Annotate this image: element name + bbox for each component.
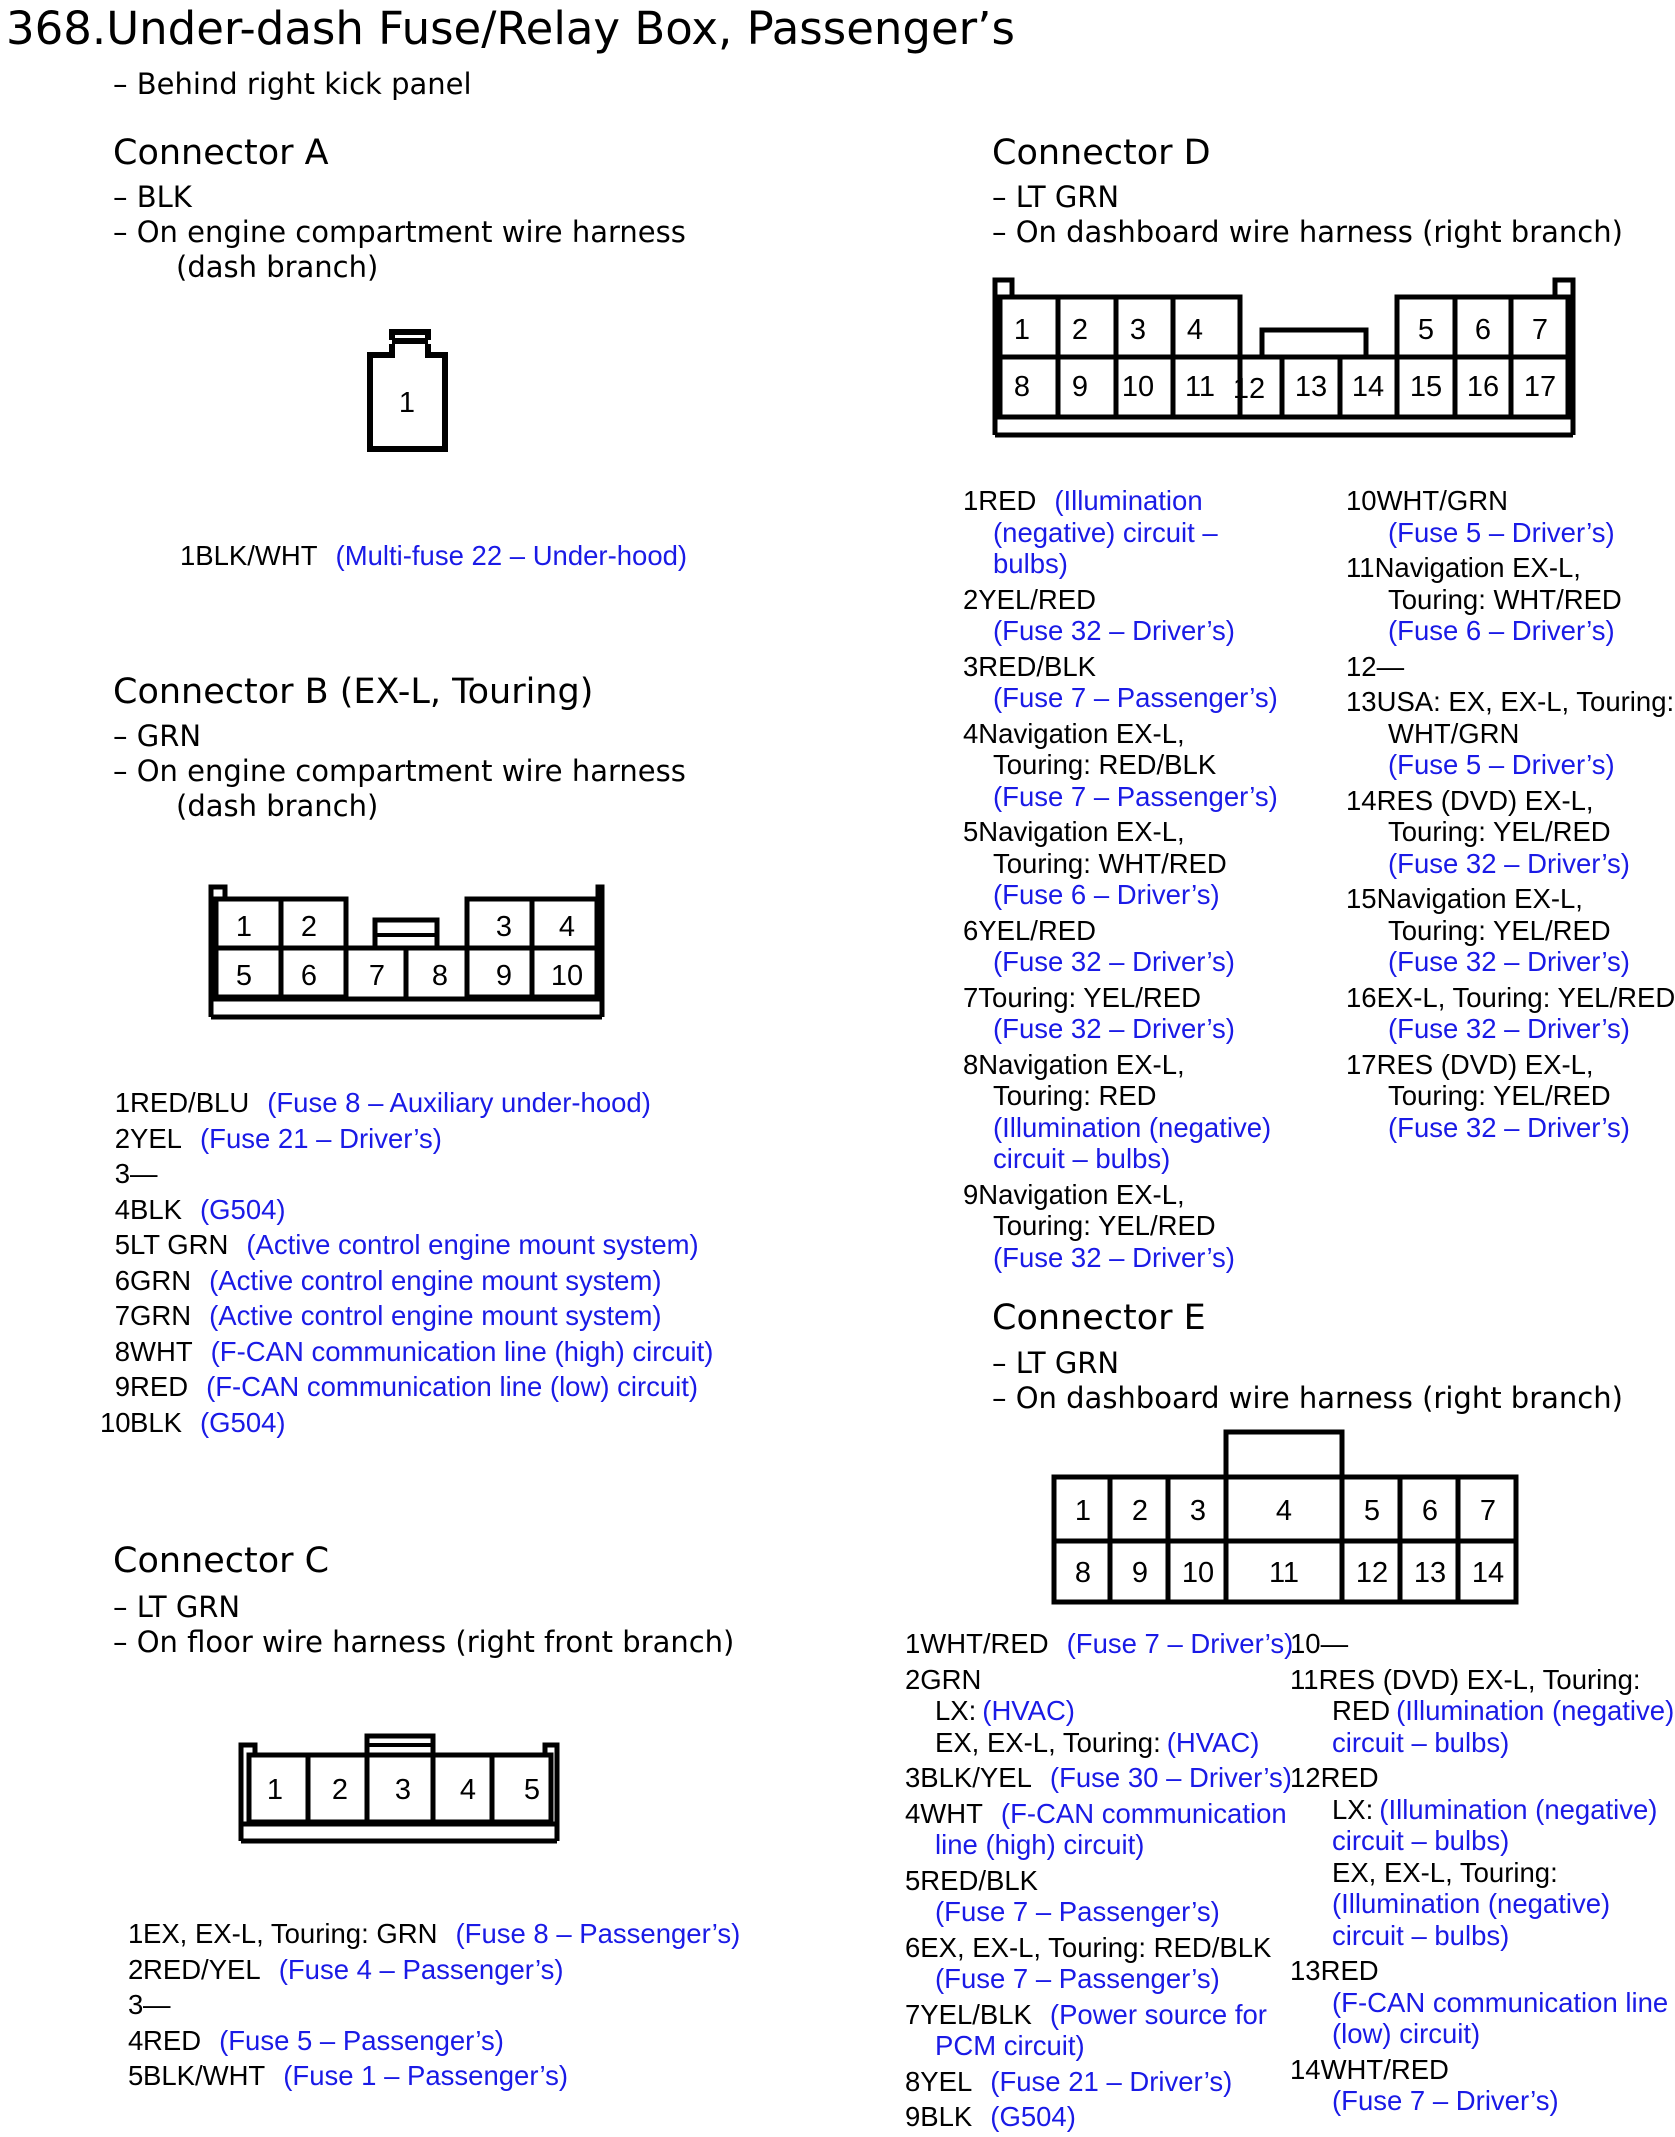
pin-number: 14 xyxy=(1290,2053,1321,2085)
connector-d-cell-label: 10 xyxy=(1121,371,1155,403)
pin-entry xyxy=(1290,1955,1675,2050)
pin-wire-color: GRN xyxy=(130,1264,192,1296)
pin-circuit-description: (HVAC) xyxy=(1166,1726,1260,1758)
pin-circuit-description: (Fuse 21 – Driver’s) xyxy=(199,1122,442,1154)
connector-e-color: – LT GRN xyxy=(992,1346,1120,1380)
pin-row xyxy=(100,1407,738,1443)
connector-e-cell-label: 9 xyxy=(1131,1557,1149,1589)
connector-d-cell-label: 3 xyxy=(1129,314,1147,346)
connector-d-cell-label: 14 xyxy=(1351,371,1385,403)
pin-row xyxy=(100,1158,738,1194)
pin-number: 9 xyxy=(114,1371,130,1402)
pin-circuit-description: (Illumination (negative) xyxy=(1396,1695,1675,1726)
pin-circuit-description: (Fuse 32 – Driver’s) xyxy=(993,1013,1235,1044)
pin-entry xyxy=(905,2066,1285,2098)
pin-entry xyxy=(963,1179,1343,1274)
pin-number: 6 xyxy=(905,1931,921,1963)
pin-circuit-description: (Fuse 6 – Driver’s) xyxy=(1388,615,1615,646)
pin-entry xyxy=(1290,1762,1675,1951)
pin-circuit-description: (Fuse 1 – Passenger’s) xyxy=(283,2060,569,2091)
pin-entry xyxy=(1346,1049,1675,1144)
connector-b-cell-label: 6 xyxy=(300,960,318,992)
pin-wire-color: Navigation EX-L, xyxy=(978,1048,1185,1080)
pin-row xyxy=(180,540,740,576)
pin-number: 2 xyxy=(128,1953,144,1985)
pin-number: 8 xyxy=(963,1048,979,1080)
connector-b-cell-label: 9 xyxy=(495,960,513,992)
pin-number: 7 xyxy=(114,1300,130,1331)
pin-wire-color: RES (DVD) EX-L, xyxy=(1376,784,1594,816)
pin-wire-color: WHT/RED xyxy=(920,1628,1049,1659)
connector-e-location: – On dashboard wire harness (right branch) xyxy=(992,1381,1623,1415)
pin-condition: LX: xyxy=(1332,1793,1374,1825)
pin-condition: EX, EX-L, Touring: xyxy=(1332,1856,1558,1888)
connector-e-pin-list-right xyxy=(1290,1628,1675,2121)
connector-c-pin-list xyxy=(130,1918,750,2096)
connector-d-cell-label: 2 xyxy=(1071,314,1089,346)
pin-wire-color: BLK xyxy=(920,2101,973,2132)
connector-e-cell-label: 5 xyxy=(1363,1495,1381,1527)
pin-wire-color: Navigation EX-L, xyxy=(978,816,1185,847)
connector-e-cell-label: 7 xyxy=(1479,1495,1497,1527)
pin-number: 11 xyxy=(1290,1663,1319,1695)
pin-circuit-description: (Fuse 7 – Passenger’s) xyxy=(993,780,1278,812)
pin-entry xyxy=(1290,2054,1675,2117)
pin-circuit-description: (Fuse 7 – Passenger’s) xyxy=(935,1963,1220,1994)
connector-d-cell-label: 4 xyxy=(1186,314,1204,346)
pin-wire-color: RED/BLK xyxy=(978,650,1096,682)
pin-number: 5 xyxy=(905,1864,921,1896)
connector-e-cell-label: 10 xyxy=(1181,1557,1215,1589)
pin-wire-color: BLK/WHT xyxy=(195,540,318,571)
connector-e-diagram xyxy=(1050,1428,1520,1608)
pin-wire-color: EX, EX-L, Touring: RED/BLK xyxy=(920,1931,1272,1963)
pin-wire-color: — xyxy=(130,1158,158,1189)
pin-circuit-description: (Fuse 21 – Driver’s) xyxy=(990,2065,1233,2097)
connector-d-location: – On dashboard wire harness (right branch) xyxy=(992,215,1623,249)
pin-circuit-description: (F-CAN communication line (low) circuit) xyxy=(206,1371,699,1402)
connector-e-heading: Connector E xyxy=(992,1298,1206,1338)
connector-c-cell-label: 4 xyxy=(459,1774,477,1806)
connector-d-cell-label: 8 xyxy=(1013,371,1031,403)
connector-c-location: – On floor wire harness (right front branch) xyxy=(113,1625,735,1659)
pin-circuit-description: (Fuse 32 – Driver’s) xyxy=(1388,1013,1630,1044)
pin-wire-color: BLK xyxy=(130,1193,182,1225)
connector-e-cell-label: 3 xyxy=(1189,1495,1207,1527)
location-note: – Behind right kick panel xyxy=(113,67,472,101)
pin-wire-color: Navigation EX-L, xyxy=(978,1178,1185,1210)
pin-circuit-description: (Fuse 7 – Passenger’s) xyxy=(993,682,1278,713)
pin-number: 3 xyxy=(963,650,979,682)
pin-wire-color: WHT xyxy=(130,1335,193,1367)
pin-entry xyxy=(905,1628,1294,1660)
pin-wire-color: GRN xyxy=(130,1300,192,1331)
connector-b-cell-label: 2 xyxy=(300,911,318,943)
connector-d-color: – LT GRN xyxy=(992,180,1120,214)
page-title: 368.Under-dash Fuse/Relay Box, Passenger’s xyxy=(6,2,1015,55)
connector-d-cell-label: 11 xyxy=(1184,371,1216,403)
pin-number: 7 xyxy=(905,1998,921,2030)
connector-b-cell-label: 4 xyxy=(558,911,576,943)
connector-e-cell-label: 4 xyxy=(1275,1495,1293,1527)
connector-d-cell-label: 7 xyxy=(1531,314,1549,346)
connector-a-color: – BLK xyxy=(113,180,192,214)
pin-wire-color: — xyxy=(143,1989,171,2020)
connector-b-pin-list xyxy=(100,1087,738,1442)
connector-b-color: – GRN xyxy=(113,719,202,753)
pin-entry xyxy=(1346,651,1675,683)
pin-circuit-description: (Fuse 30 – Driver’s) xyxy=(1049,1762,1292,1793)
pin-entry xyxy=(1290,1628,1675,1660)
pin-wire-color: WHT/RED xyxy=(1320,2053,1449,2085)
pin-circuit-description: (HVAC) xyxy=(982,1695,1075,1726)
connector-c-cell-label: 2 xyxy=(331,1774,349,1806)
pin-number: 9 xyxy=(905,2101,921,2132)
pin-circuit-description: (G504) xyxy=(199,1193,286,1225)
pin-wire-color: EX-L, Touring: YEL/RED xyxy=(1376,981,1675,1013)
pin-entry xyxy=(1346,785,1675,880)
pin-wire-color: RES (DVD) EX-L, xyxy=(1376,1048,1594,1080)
pin-wire-color: YEL xyxy=(130,1122,182,1154)
pin-wire-color: RED xyxy=(978,485,1037,516)
pin-wire-color: Touring: YEL/RED xyxy=(978,981,1201,1013)
pin-wire-color: RED/BLU xyxy=(130,1087,250,1118)
pin-wire-color: EX, EX-L, Touring: GRN xyxy=(143,1918,438,1949)
connector-d-cell-label: 12 xyxy=(1232,373,1266,405)
pin-row xyxy=(128,1918,750,1954)
pin-circuit-description: (Illumination (negative) xyxy=(1379,1793,1658,1825)
connector-a-heading: Connector A xyxy=(113,133,329,173)
connector-a-pin-list xyxy=(180,540,740,576)
connector-d-cell-label: 13 xyxy=(1294,371,1328,403)
pin-wire-color: BLK xyxy=(130,1406,182,1438)
pin-circuit-description: (Active control engine mount system) xyxy=(246,1229,699,1260)
pin-number: 1 xyxy=(128,1918,144,1949)
pin-circuit-description: circuit – bulbs) xyxy=(993,1143,1171,1174)
pin-circuit-description: (Active control engine mount system) xyxy=(209,1264,662,1296)
connector-e-pin-list-left xyxy=(905,1628,1294,2137)
pin-number: 1 xyxy=(180,540,196,571)
pin-entry xyxy=(905,1762,1292,1794)
pin-circuit-description: (Power source for xyxy=(1049,1998,1267,2030)
pin-condition: WHT/GRN xyxy=(1388,717,1520,749)
pin-wire-color: BLK/YEL xyxy=(920,1762,1032,1793)
pin-number: 3 xyxy=(128,1989,144,2020)
pin-number: 2 xyxy=(905,1663,921,1695)
connector-d-heading: Connector D xyxy=(992,133,1211,173)
pin-entry xyxy=(963,485,1343,580)
pin-entry xyxy=(905,2101,1285,2133)
pin-number: 4 xyxy=(905,1797,921,1829)
pin-condition: Touring: YEL/RED xyxy=(993,1210,1216,1241)
pin-wire-color: LT GRN xyxy=(130,1229,229,1260)
pin-number: 11 xyxy=(1346,552,1375,583)
pin-wire-color: GRN xyxy=(920,1663,982,1695)
pin-row xyxy=(100,1194,738,1230)
pin-condition: Touring: RED/BLK xyxy=(993,749,1217,780)
pin-row xyxy=(100,1265,738,1301)
pin-circuit-description: (Fuse 4 – Passenger’s) xyxy=(278,1953,564,1985)
pin-wire-color: WHT xyxy=(920,1797,983,1829)
pin-row xyxy=(128,1954,750,1990)
pin-entry xyxy=(963,1049,1343,1175)
pin-condition: Touring: YEL/RED xyxy=(1388,914,1611,946)
pin-number: 10 xyxy=(100,1406,131,1438)
pin-number: 15 xyxy=(1346,883,1377,914)
pin-number: 5 xyxy=(128,2060,144,2091)
pin-circuit-description: (Illumination xyxy=(1054,485,1203,516)
pin-circuit-description: (F-CAN communication line xyxy=(1332,1986,1669,2018)
pin-circuit-description: (Fuse 8 – Auxiliary under-hood) xyxy=(267,1087,651,1118)
connector-c-cell-label: 5 xyxy=(523,1774,541,1806)
pin-condition: Touring: WHT/RED xyxy=(1388,583,1622,615)
pin-number: 1 xyxy=(905,1628,921,1659)
pin-circuit-description: (Illumination (negative) xyxy=(993,1111,1272,1143)
pin-wire-color: — xyxy=(1376,650,1405,682)
pin-entry xyxy=(1346,982,1675,1045)
pin-number: 5 xyxy=(114,1229,130,1260)
pin-circuit-description: (G504) xyxy=(990,2101,1076,2132)
connector-e-cell-label: 11 xyxy=(1268,1557,1300,1589)
connector-d-cell-label: 17 xyxy=(1523,371,1557,403)
pin-wire-color: Navigation EX-L, xyxy=(1374,552,1581,583)
pin-number: 16 xyxy=(1346,981,1377,1013)
pin-circuit-description: (Multi-fuse 22 – Under-hood) xyxy=(335,540,688,571)
connector-c-color: – LT GRN xyxy=(113,1590,241,1624)
pin-number: 13 xyxy=(1346,686,1377,717)
pin-circuit-description: (Fuse 32 – Driver’s) xyxy=(1388,1111,1630,1143)
connector-b-cell-label: 10 xyxy=(550,960,584,992)
pin-number: 6 xyxy=(963,914,979,946)
connector-a-cell-label: 1 xyxy=(398,387,416,419)
pin-entry xyxy=(1290,1664,1675,1759)
pin-circuit-description: (Fuse 7 – Driver’s) xyxy=(1332,2085,1559,2116)
pin-number: 8 xyxy=(905,2065,921,2097)
pin-wire-color: USA: EX, EX-L, Touring: xyxy=(1376,686,1675,717)
connector-b-cell-label: 3 xyxy=(495,911,513,943)
pin-entry xyxy=(963,651,1343,714)
connector-d-cell-label: 1 xyxy=(1013,314,1031,346)
pin-circuit-description: (Fuse 32 – Driver’s) xyxy=(993,946,1235,977)
pin-number: 3 xyxy=(905,1762,921,1793)
pin-circuit-description: circuit – bulbs) xyxy=(1332,1825,1510,1856)
pin-row xyxy=(100,1300,738,1336)
connector-d-cell-label: 6 xyxy=(1474,314,1492,346)
pin-wire-color: RED xyxy=(130,1371,189,1402)
pin-circuit-description: (low) circuit) xyxy=(1332,2018,1481,2049)
pin-number: 10 xyxy=(1346,485,1377,516)
pin-wire-color: YEL/RED xyxy=(978,583,1096,615)
pin-number: 1 xyxy=(114,1087,130,1118)
pin-wire-color: RED/BLK xyxy=(920,1864,1038,1896)
pin-row xyxy=(100,1123,738,1159)
connector-d-cell-label: 9 xyxy=(1071,371,1089,403)
pin-circuit-description: (Fuse 7 – Driver’s) xyxy=(1066,1628,1294,1659)
pin-wire-color: RED xyxy=(143,2024,202,2056)
pin-number: 8 xyxy=(114,1335,130,1367)
pin-condition: Touring: YEL/RED xyxy=(1388,816,1611,847)
pin-condition: LX: xyxy=(935,1695,977,1726)
pin-number: 5 xyxy=(963,816,979,847)
pin-wire-color: — xyxy=(1320,1628,1349,1659)
connector-a-location-branch: (dash branch) xyxy=(176,250,379,284)
pin-circuit-description: line (high) circuit) xyxy=(935,1829,1145,1860)
pin-wire-color: RED xyxy=(1320,1762,1379,1793)
pin-wire-color: RED xyxy=(1320,1955,1379,1986)
pin-number: 9 xyxy=(963,1178,979,1210)
pin-number: 2 xyxy=(114,1122,130,1154)
pin-entry xyxy=(905,1999,1285,2062)
pin-condition: Touring: YEL/RED xyxy=(1388,1080,1611,1111)
pin-circuit-description: (Fuse 5 – Driver’s) xyxy=(1388,749,1615,780)
pin-entry xyxy=(963,982,1343,1045)
connector-b-cell-label: 5 xyxy=(235,960,253,992)
pin-number: 3 xyxy=(114,1158,130,1189)
pin-wire-color: YEL xyxy=(920,2065,973,2097)
pin-circuit-description: (F-CAN communication line (high) circuit) xyxy=(210,1335,714,1367)
connector-b-location-branch: (dash branch) xyxy=(176,789,379,823)
connector-b-cell-label: 7 xyxy=(368,960,386,992)
connector-a-location: – On engine compartment wire harness xyxy=(113,215,686,249)
pin-wire-color: Navigation EX-L, xyxy=(1376,883,1583,914)
pin-entry xyxy=(1346,883,1675,978)
pin-number: 4 xyxy=(114,1193,130,1225)
connector-c-cell-label: 3 xyxy=(394,1774,412,1806)
pin-number: 13 xyxy=(1290,1955,1321,1986)
pin-circuit-description: PCM circuit) xyxy=(935,2030,1085,2061)
pin-circuit-description: (Fuse 32 – Driver’s) xyxy=(993,1241,1235,1273)
pin-row xyxy=(128,2060,750,2096)
pin-row xyxy=(100,1229,738,1265)
pin-circuit-description: (Fuse 5 – Passenger’s) xyxy=(219,2024,504,2056)
pin-circuit-description: (Fuse 6 – Driver’s) xyxy=(993,879,1220,910)
connector-b-heading: Connector B (EX-L, Touring) xyxy=(113,672,594,712)
connector-d-pin-list-right xyxy=(1346,485,1675,1147)
pin-number: 4 xyxy=(963,717,979,749)
pin-row xyxy=(128,2025,750,2061)
pin-circuit-description: (negative) circuit – xyxy=(993,516,1218,548)
pin-circuit-description: (Fuse 7 – Passenger’s) xyxy=(935,1896,1220,1927)
connector-c-heading: Connector C xyxy=(113,1541,330,1581)
connector-e-cell-label: 14 xyxy=(1471,1557,1505,1589)
connector-d-cell-label: 5 xyxy=(1417,314,1435,346)
pin-entry xyxy=(963,718,1343,813)
pin-circuit-description: (Fuse 5 – Driver’s) xyxy=(1388,516,1615,548)
pin-row xyxy=(100,1087,738,1123)
connector-c-cell-label: 1 xyxy=(266,1774,284,1806)
pin-wire-color: RED/YEL xyxy=(143,1953,261,1985)
pin-wire-color: YEL/RED xyxy=(978,914,1096,946)
pin-wire-color: Navigation EX-L, xyxy=(978,717,1185,749)
pin-number: 2 xyxy=(963,583,979,615)
pin-entry xyxy=(905,1865,1285,1928)
pin-number: 10 xyxy=(1290,1628,1321,1659)
pin-condition: Touring: WHT/RED xyxy=(993,847,1227,879)
pin-wire-color: YEL/BLK xyxy=(920,1998,1032,2030)
pin-entry xyxy=(1346,686,1675,781)
pin-row xyxy=(128,1989,750,2025)
connector-e-cell-label: 13 xyxy=(1413,1557,1447,1589)
pin-circuit-description: bulbs) xyxy=(993,548,1068,579)
pin-entry xyxy=(963,584,1343,647)
pin-circuit-description: (Fuse 32 – Driver’s) xyxy=(993,615,1235,646)
pin-circuit-description: (Illumination (negative) xyxy=(1332,1888,1611,1919)
connector-e-cell-label: 1 xyxy=(1074,1495,1092,1527)
pin-entry xyxy=(905,1798,1285,1861)
connector-b-location: – On engine compartment wire harness xyxy=(113,754,686,788)
pin-entry xyxy=(905,1932,1285,1995)
pin-circuit-description: circuit – bulbs) xyxy=(1332,1726,1510,1758)
pin-circuit-description: (F-CAN communication xyxy=(1000,1797,1287,1829)
pin-entry xyxy=(963,915,1343,978)
pin-number: 12 xyxy=(1346,650,1377,682)
pin-row xyxy=(100,1336,738,1372)
pin-condition: EX, EX-L, Touring: xyxy=(935,1726,1161,1758)
connector-d-pin-list-left xyxy=(963,485,1343,1277)
connector-e-cell-label: 6 xyxy=(1421,1495,1439,1527)
pin-number: 14 xyxy=(1346,784,1377,816)
pin-row xyxy=(100,1371,738,1407)
pin-condition: RED xyxy=(1332,1695,1391,1726)
pin-circuit-description: (Fuse 32 – Driver’s) xyxy=(1388,847,1630,879)
connector-e-cell-label: 8 xyxy=(1074,1557,1092,1589)
connector-b-cell-label: 1 xyxy=(235,911,253,943)
connector-d-diagram xyxy=(990,275,1580,440)
pin-entry xyxy=(905,1664,1285,1759)
connector-b-cell-label: 8 xyxy=(431,960,449,992)
pin-circuit-description: circuit – bulbs) xyxy=(1332,1919,1510,1951)
connector-d-cell-label: 16 xyxy=(1466,371,1500,403)
connector-e-cell-label: 2 xyxy=(1131,1495,1149,1527)
pin-number: 7 xyxy=(963,981,979,1013)
pin-number: 17 xyxy=(1346,1048,1377,1080)
pin-wire-color: WHT/GRN xyxy=(1376,485,1508,516)
pin-wire-color: BLK/WHT xyxy=(143,2060,266,2091)
pin-circuit-description: (Fuse 32 – Driver’s) xyxy=(1388,946,1630,977)
connector-b-diagram xyxy=(205,880,615,1025)
connector-e-cell-label: 12 xyxy=(1355,1557,1389,1589)
pin-number: 4 xyxy=(128,2024,144,2056)
connector-c-diagram xyxy=(235,1733,565,1848)
pin-entry xyxy=(1346,552,1675,647)
pin-number: 6 xyxy=(114,1264,130,1296)
pin-entry xyxy=(963,816,1343,911)
pin-circuit-description: (Active control engine mount system) xyxy=(209,1300,662,1331)
connector-d-cell-label: 15 xyxy=(1409,371,1443,403)
pin-number: 1 xyxy=(963,485,979,516)
pin-wire-color: RES (DVD) EX-L, Touring: xyxy=(1318,1663,1641,1695)
pin-number: 12 xyxy=(1290,1762,1321,1793)
pin-entry xyxy=(1346,485,1675,548)
pin-circuit-description: (G504) xyxy=(199,1406,286,1438)
pin-circuit-description: (Fuse 8 – Passenger’s) xyxy=(455,1918,741,1949)
connector-a-diagram xyxy=(360,330,460,456)
pin-condition: Touring: RED xyxy=(993,1080,1157,1111)
